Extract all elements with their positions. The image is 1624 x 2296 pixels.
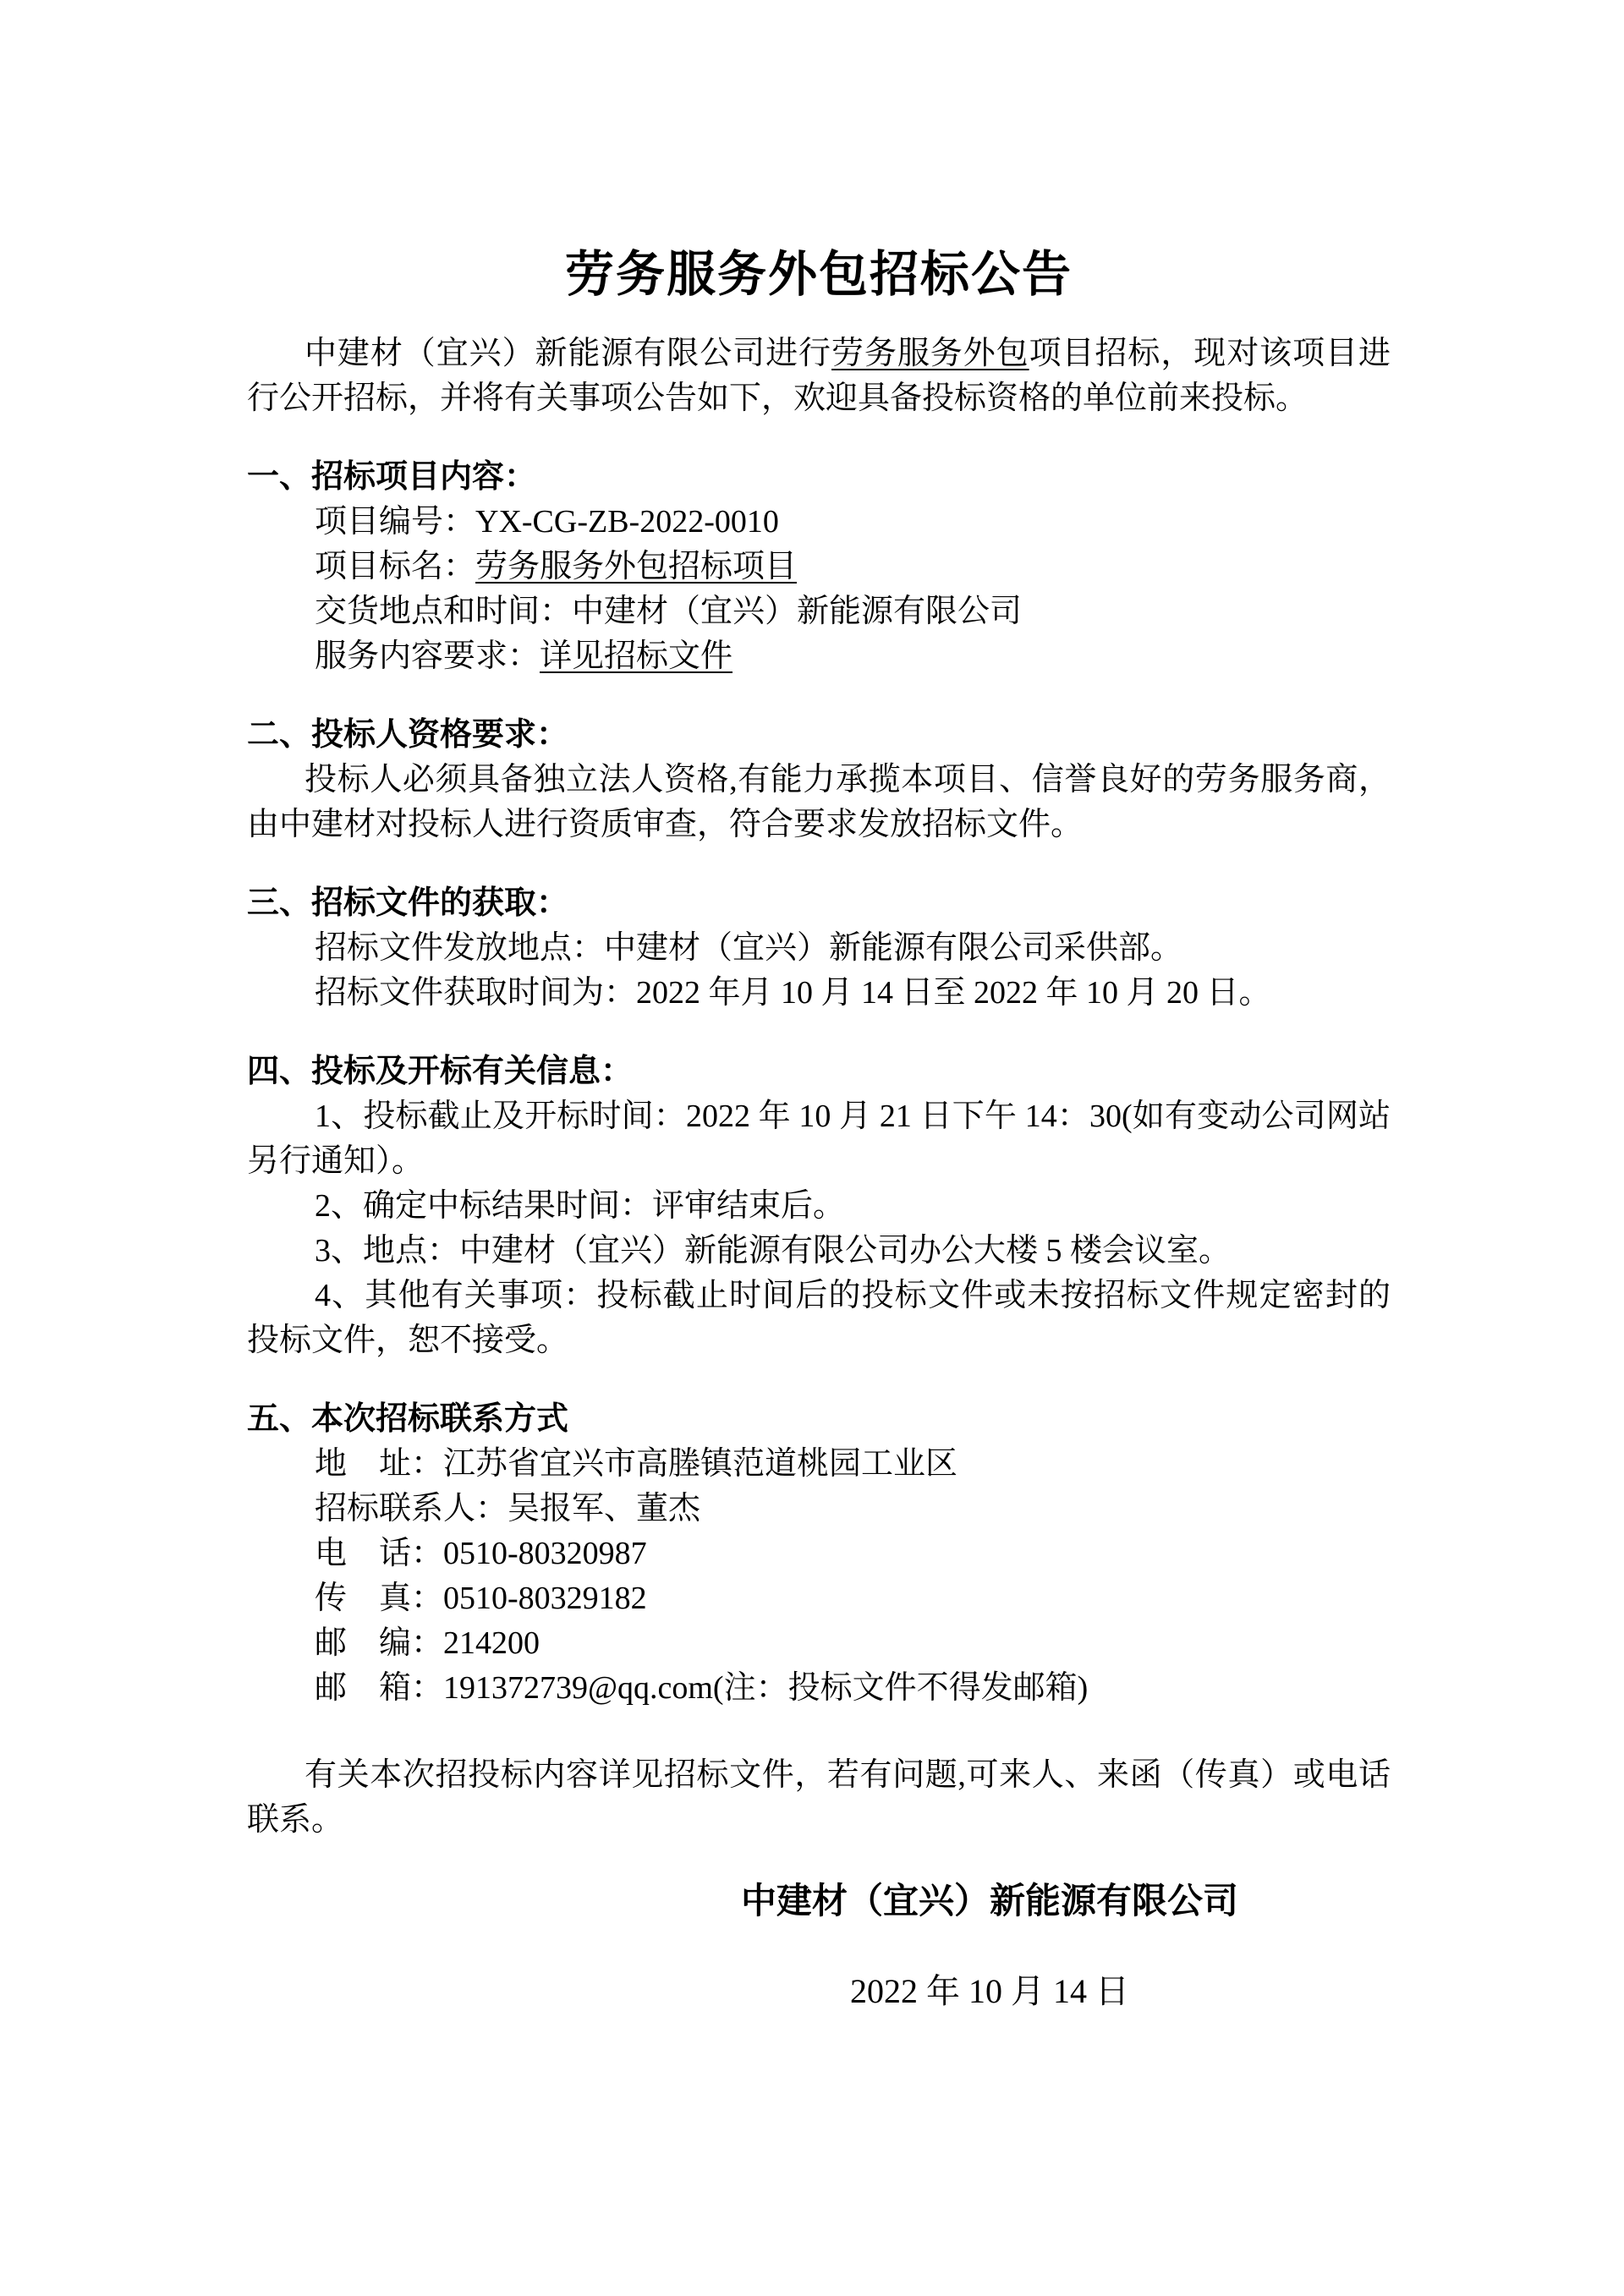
contact-line-person: 招标联系人：吴报军、董杰 bbox=[315, 1491, 701, 1526]
company-signature: 中建材（宜兴）新能源有限公司 bbox=[740, 1882, 1238, 1921]
section-paragraph: 投标人必须具备独立法人资格,有能力承揽本项目、信誉良好的劳务服务商，由中建材对投标人进行资质审查，符合要求发放招标文件。 bbox=[247, 762, 1391, 842]
intro-text-before: 中建材（宜兴）新能源有限公司进行 bbox=[304, 336, 831, 371]
section-contact-info bbox=[247, 1397, 1391, 1711]
section-bid-opening-info bbox=[247, 1049, 1391, 1363]
field-label: 项目标名： bbox=[315, 549, 476, 584]
intro-text-after: 项目招标，现对该项目进行公开招标，并将有关事项公告如下，欢迎具备投标资格的单位前来投标。 bbox=[247, 336, 1391, 416]
contact-line-fax: 传 真：0510-80329182 bbox=[315, 1581, 647, 1616]
section-heading: 三、招标文件的获取： bbox=[247, 885, 569, 921]
intro-underlined-text: 劳务服务外包 bbox=[831, 336, 1029, 371]
section-document-acquisition bbox=[247, 881, 1391, 1016]
contact-line-phone: 电 话：0510-80320987 bbox=[315, 1536, 647, 1571]
contact-line-postcode: 邮 编：214200 bbox=[315, 1625, 540, 1661]
field-label: 服务内容要求： bbox=[315, 638, 540, 674]
field-label: 项目编号： bbox=[315, 504, 476, 540]
doc-title: 劳务服务外包招标公告 bbox=[564, 247, 1073, 302]
intro-paragraph bbox=[247, 332, 1391, 421]
section-line: 招标文件获取时间为：2022 年月 10 月 14 日至 2022 年 10 月 20 日。 bbox=[315, 975, 1271, 1011]
field-value: YX-CG-ZB-2022-0010 bbox=[475, 504, 779, 540]
field-value: 中建材（宜兴）新能源有限公司 bbox=[572, 594, 1023, 629]
field-label: 交货地点和时间： bbox=[315, 594, 573, 629]
numbered-item: 4、其他有关事项：投标截止时间后的投标文件或未按招标文件规定密封的投标文件，恕不接受。 bbox=[247, 1278, 1391, 1358]
numbered-item: 2、确定中标结果时间：评审结束后。 bbox=[315, 1188, 846, 1224]
field-row bbox=[247, 634, 1391, 679]
section-heading: 五、本次招标联系方式 bbox=[247, 1401, 569, 1437]
section-line: 招标文件发放地点：中建材（宜兴）新能源有限公司采供部。 bbox=[315, 930, 1183, 966]
numbered-item: 1、投标截止及开标时间：2022 年 10 月 21 日下午 14：30(如有变动公司网站另行通知）。 bbox=[247, 1099, 1391, 1179]
numbered-item: 3、地点：中建材（宜兴）新能源有限公司办公大楼 5 楼会议室。 bbox=[315, 1233, 1232, 1269]
field-row bbox=[247, 545, 1391, 589]
field-row bbox=[247, 589, 1391, 634]
contact-line-email: 邮 箱：191372739@qq.com(注：投标文件不得发邮箱) bbox=[315, 1670, 1089, 1706]
field-value: 详见招标文件 bbox=[540, 638, 733, 674]
closing-paragraph: 有关本次招投标内容详见招标文件，若有问题,可来人、来函（传真）或电话联系。 bbox=[247, 1757, 1391, 1838]
section-heading: 二、投标人资格要求： bbox=[247, 717, 569, 753]
section-bidder-qualification bbox=[247, 713, 1391, 847]
signature-date: 2022 年 10 月 14 日 bbox=[850, 1972, 1129, 2010]
field-row bbox=[247, 500, 1391, 545]
section-tender-content bbox=[247, 455, 1391, 679]
section-heading: 一、招标项目内容： bbox=[247, 459, 537, 495]
contact-line-address: 地 址：江苏省宜兴市高塍镇范道桃园工业区 bbox=[315, 1446, 958, 1482]
section-heading: 四、投标及开标有关信息： bbox=[247, 1054, 634, 1089]
field-value: 劳务服务外包招标项目 bbox=[475, 549, 798, 584]
signature-block bbox=[589, 1877, 1391, 2015]
